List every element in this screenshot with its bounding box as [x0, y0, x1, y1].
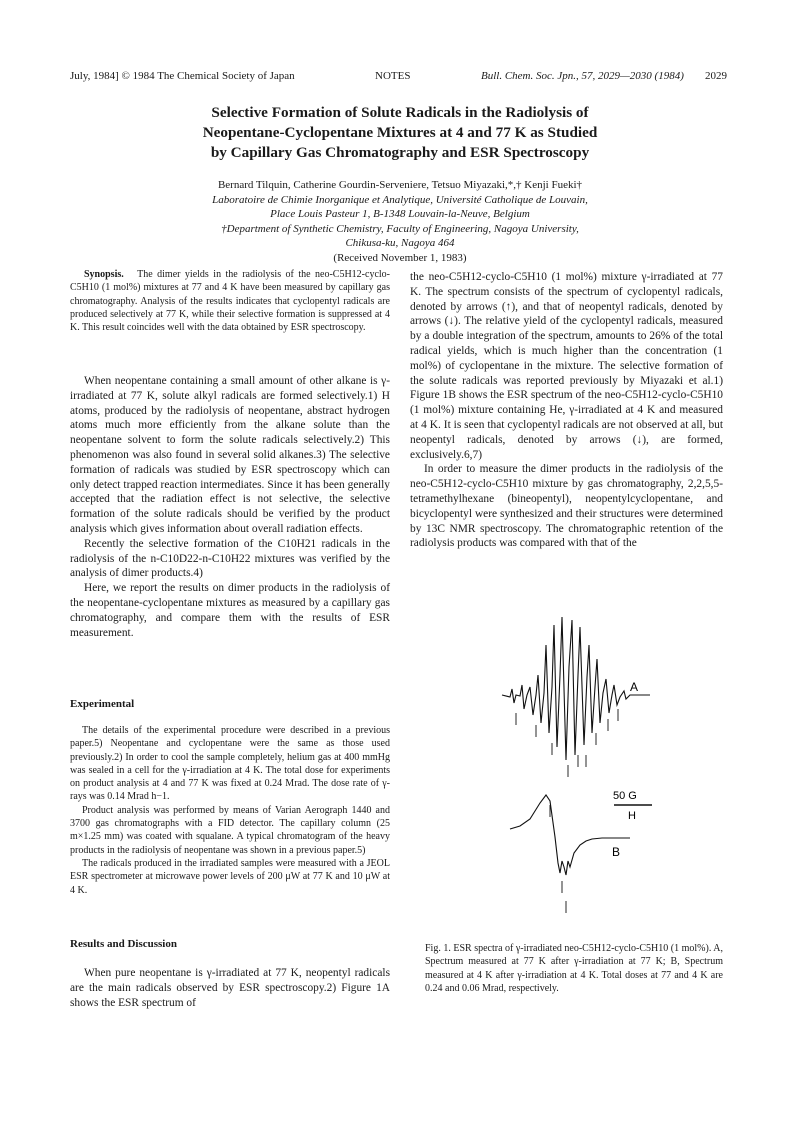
- paragraph: Product analysis was performed by means of Varian Aerograph 1440 and 3700 gas chromatographs with a FID detector. The capillary column (25 m×1.25 mm) was coated with squalane. A typical chromatogram of the heavy products in the radiolysis of neopentane was shown in a previous paper.5): [70, 804, 390, 856]
- page-number: 2029: [705, 70, 727, 82]
- results-section: [70, 966, 390, 1010]
- running-header-left: July, 1984] © 1984 The Chemical Society of Japan: [70, 70, 295, 82]
- spectrum-a-trace: [502, 617, 650, 760]
- paragraph: When pure neopentane is γ-irradiated at 77 K, neopentyl radicals are the main radicals observed by ESR spectroscopy.2) Figure 1A shows the ESR spectrum of: [70, 967, 390, 1009]
- paragraph: Recently the selective formation of the C10H21 radicals in the radiolysis of the n-C10D22-n-C10H22 mixtures was verified by the analysis of dimer products.4): [70, 537, 390, 580]
- affiliation-line: †Department of Synthetic Chemistry, Faculty of Engineering, Nagoya University,: [221, 222, 579, 235]
- spectrum-b-trace: [510, 795, 630, 875]
- scale-label: 50 G: [613, 790, 637, 802]
- synopsis-text: The dimer yields in the radiolysis of the neo-C5H12-cyclo-C5H10 (1 mol%) mixtures at 77 and 4 K have been measured by capillary gas chromatography. Analysis of the results indicates that cyclopentyl radicals are produced selectively at 77 K, while their selective formation is suppressed at 4 K. This result coincides well with the data obtained by ESR spectroscopy.: [70, 269, 390, 334]
- label-spectrum-a: A: [630, 680, 639, 694]
- running-header-journal: Bull. Chem. Soc. Jpn., 57, 2029—2030 (1984): [481, 70, 684, 82]
- running-header-section: NOTES: [375, 70, 411, 82]
- title-line: by Capillary Gas Chromatography and ESR Spectroscopy: [210, 144, 590, 161]
- title-line: Neopentane-Cyclopentane Mixtures at 4 and 77 K as Studied: [202, 124, 598, 141]
- synopsis: [70, 268, 390, 334]
- title-line: Selective Formation of Solute Radicals in the Radiolysis of: [211, 104, 589, 121]
- affiliation-line: Place Louis Pasteur 1, B-1348 Louvain-la-Neuve, Belgium: [270, 208, 530, 220]
- synopsis-label: Synopsis.: [84, 269, 124, 280]
- author-list: Bernard Tilquin, Catherine Gourdin-Serveniere, Tetsuo Miyazaki,*,† Kenji Fueki†: [217, 179, 583, 191]
- right-column-text: [410, 270, 723, 551]
- experimental-section: [70, 724, 390, 897]
- paragraph: the neo-C5H12-cyclo-C5H10 (1 mol%) mixture γ-irradiated at 77 K. The spectrum consists of the spectrum of cyclopentyl radicals, denoted by arrows (↑), and that of neopentyl radicals, denoted by arrows (↓). The relative yield of the cyclopentyl radicals, measured by a double integration of the spectrum, amounts to 26% of the total radical yields, which is much higher than the concentration (1 mol%) of cyclopentane in the mixture. The selective formation of the solute radicals was reported previously by Miyazaki et al.1) Figure 1B shows the ESR spectrum of the neo-C5H12-cyclo-C5H10 (1 mol%) mixture containing He, γ-irradiated at 4 K and measured at 4 K. It is seen that cyclopentyl radicals are not observed at all, but neopentyl radicals, denoted by arrows (↓), are formed, exclusively.6,7): [410, 271, 723, 461]
- author-block: [60, 178, 740, 265]
- paragraph: When neopentane containing a small amount of other alkane is γ-irradiated at 77 K, solute alkyl radicals are formed selectively.1) H atoms, produced by the radiolysis of neopentane, abstract hydrogen atoms much more efficiently from the alkane solute than the neopentane solvent to form the solute radicals selectively.2) This phenomenon was also found in several solid alkanes.3) The selective formation of radicals was studied by ESR spectroscopy which can only detect trapped reaction intermediates. Since it has been generally accepted that the radiation effect is not selective, the selective formation of the solute radicals should be verified by the product analysis which gives information about overall radiation effects.: [70, 375, 390, 535]
- section-heading-experimental: Experimental: [70, 698, 135, 710]
- received-date: (Received November 1, 1983): [333, 251, 467, 264]
- paragraph: The radicals produced in the irradiated samples were measured with a JEOL ESR spectrometer at microwave power levels of 200 μW at 77 K and 10 μW at 4 K.: [70, 857, 390, 896]
- section-heading-results: Results and Discussion: [70, 938, 177, 950]
- paper-title: [60, 103, 740, 163]
- introduction: [70, 374, 390, 640]
- figure-caption: Fig. 1. ESR spectra of γ-irradiated neo-C5H12-cyclo-C5H10 (1 mol%). A, Spectrum measured at 77 K after γ-irradiation at 77 K; B, Spectrum measured at 4 K after γ-irradiation at 4 K. Total doses at 77 and 4 K are 0.24 and 0.06 Mrad, respectively.: [425, 943, 723, 995]
- paragraph: In order to measure the dimer products in the radiolysis of the neo-C5H12-cyclo-C5H10 mixture by gas chromatography, 2,2,5,5-tetramethylhexane (bineopentyl), neopentylcyclopentane, and bicyclopentyl were synthesized and their structures were determined by 13C NMR spectroscopy. The chromatographic retention of the radiolysis products was compared with that of the: [410, 463, 723, 550]
- esr-spectra-figure: [500, 605, 700, 930]
- paragraph: Here, we report the results on dimer products in the radiolysis of the neopentane-cyclopentane mixtures as measured by a capillary gas chromatography, and compare them with the results of ESR measurement.: [70, 582, 390, 639]
- field-label: H: [628, 810, 636, 822]
- affiliation-line: Chikusa-ku, Nagoya 464: [345, 237, 455, 249]
- paragraph: The details of the experimental procedure were described in a previous paper.5) Neopentane and cyclopentane were the same as those used previously.2) In order to cool the sample completely, helium gas at 400 mmHg was sealed in a cell for the γ-irradiation at 4 K. The total dose for experiments on product analysis at 4 and 77 K was fixed at 0.24 Mrad. The dose rate of γ-rays was 0.14 Mrad h−1.: [70, 725, 390, 803]
- label-spectrum-b: B: [612, 845, 621, 859]
- affiliation-line: Laboratoire de Chimie Inorganique et Analytique, Université Catholique de Louvain,: [212, 193, 588, 206]
